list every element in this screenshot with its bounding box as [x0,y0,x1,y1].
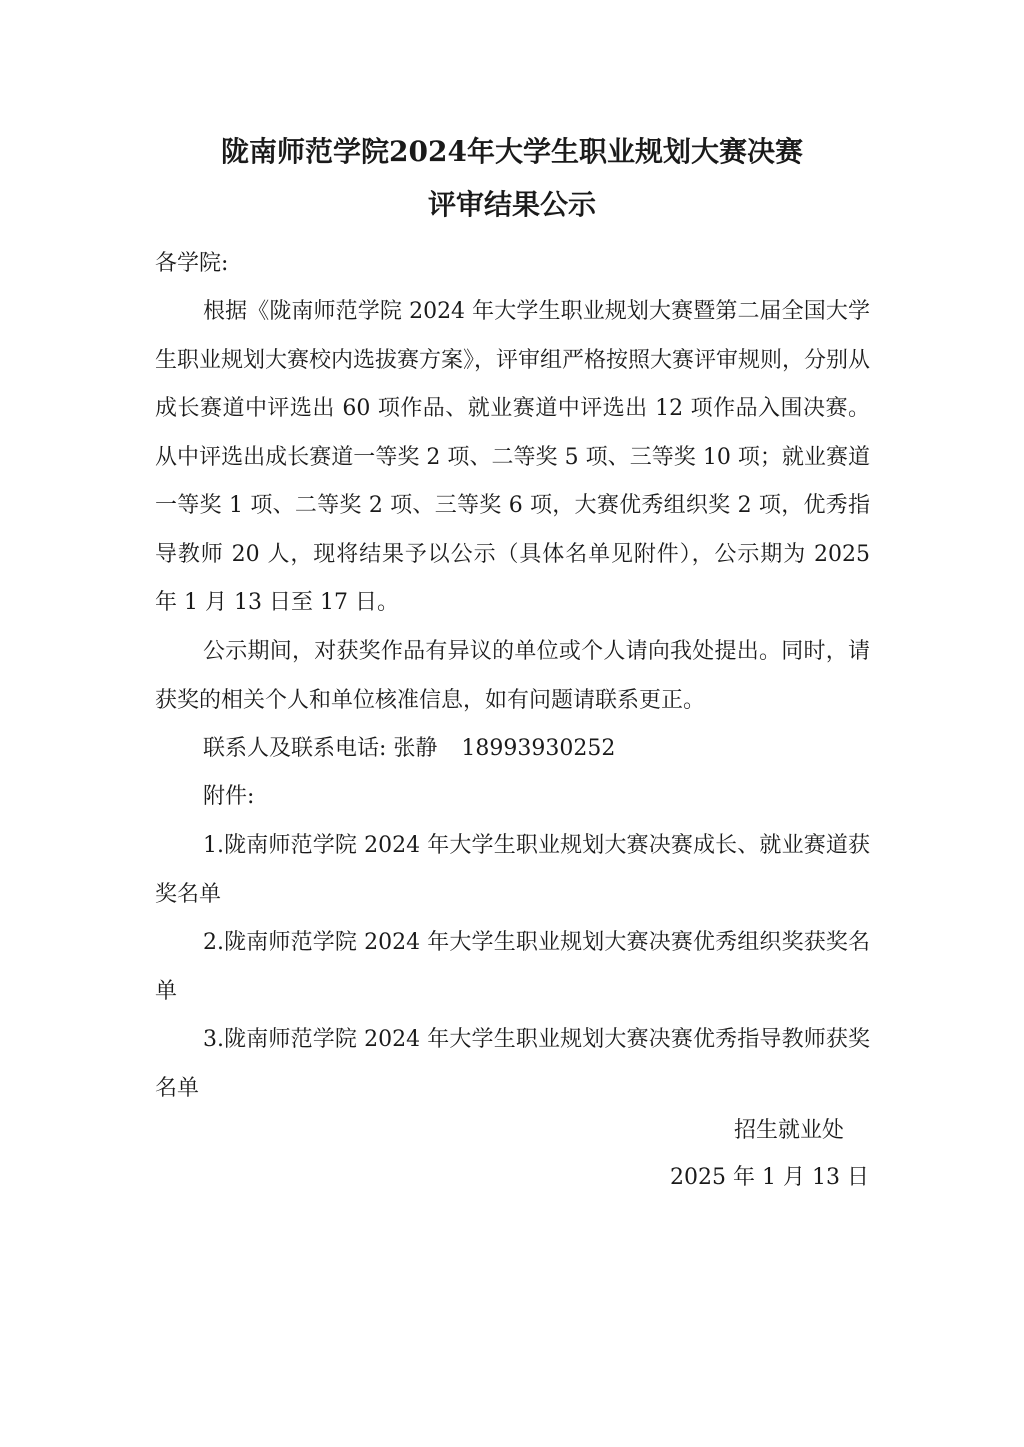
attachment-item: 1.陇南师范学院 2024 年大学生职业规划大赛决赛成长、就业赛道获奖名单 [155,833,870,907]
attachments-label: 附件: [203,784,255,809]
signature-date: 2025 年 1 月 13 日 [670,1165,869,1190]
salutation: 各学院: [155,251,229,276]
document-title-line2: 评审结果公示 [427,188,596,221]
contact-phone: 18993930252 [461,736,616,761]
signature-organization: 招生就业处 [733,1118,844,1143]
contact-line [155,725,870,774]
document-title-line1: 陇南师范学院2024年大学生职业规划大赛决赛 [221,135,803,168]
paragraph-objection: 公示期间，对获奖作品有异议的单位或个人请向我处提出。同时，请获奖的相关个人和单位核准信息，如有问题请联系更正。 [155,639,870,713]
attachment-item: 3.陇南师范学院 2024 年大学生职业规划大赛决赛优秀指导教师获奖名单 [155,1027,870,1101]
contact-label: 联系人及联系电话: 张静 [203,736,438,761]
paragraph-main: 根据《陇南师范学院 2024 年大学生职业规划大赛暨第二届全国大学生职业规划大赛校内选拔赛方案》，评审组严格按照大赛评审规则，分别从成长赛道中评选出 60 项作品、就业赛道中评选出 12 项作品入围决赛。从中评选出成长赛道一等奖 2 项、二等奖 5 项、三等奖 10 项；就业赛道一等奖 1 项、二等奖 2 项、三等奖 6 项，大赛优秀组织奖 2 项，优秀指导教师 20 人，现将结果予以公示（具体名单见附件），公示期为 2025 年 1 月 13 日至 17 日。 [155,299,871,615]
attachment-item: 2.陇南师范学院 2024 年大学生职业规划大赛决赛优秀组织奖获奖名单 [155,930,870,1004]
